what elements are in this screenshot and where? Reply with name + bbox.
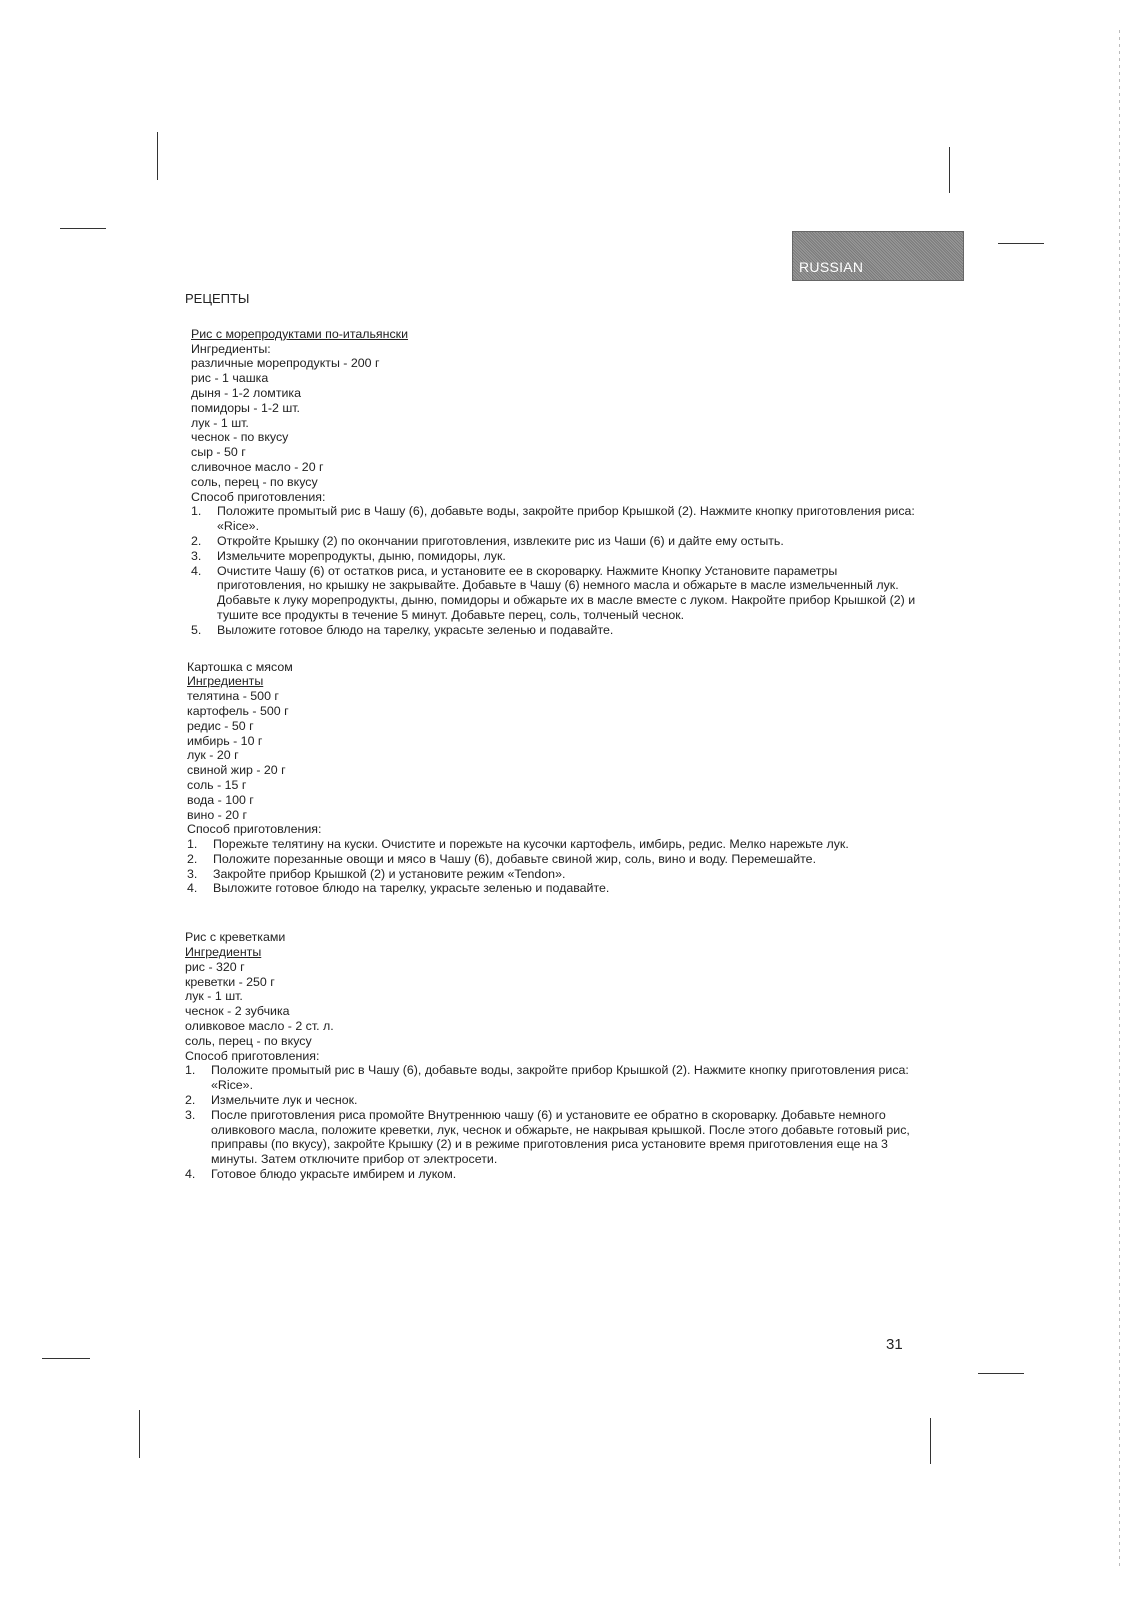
step-number: 2. (187, 851, 198, 866)
step-text: Выложите готовое блюдо на тарелку, украсьте зеленью и подавайте. (217, 622, 614, 637)
step-text: Положите промытый рис в Чашу (6), добавьте воды, закройте прибор Крышкой (2). Нажмите кнопку приготовления риса: «Rice». (211, 1063, 909, 1093)
ingredient-item: вода - 100 г (187, 792, 254, 807)
ingredient-item: свиной жир - 20 г (187, 763, 286, 778)
step-text: Готовое блюдо украсьте имбирем и луком. (211, 1167, 457, 1182)
ingredient-item: соль - 15 г (187, 777, 247, 792)
ingredient-item: лук - 1 шт. (191, 415, 249, 430)
language-badge (792, 231, 964, 281)
method-step (191, 504, 915, 534)
recipe-title: Картошка с мясом (187, 659, 293, 674)
crop-mark-bottom-right-horizontal (978, 1373, 1024, 1374)
method-label: Способ приготовления: (191, 489, 326, 504)
ingredient-item: различные морепродукты - 200 г (191, 356, 380, 371)
ingredient-item: чеснок - 2 зубчика (185, 1004, 290, 1019)
method-step (185, 1093, 905, 1108)
ingredient-item: рис - 320 г (185, 959, 245, 974)
ingredient-item: помидоры - 1-2 шт. (191, 400, 301, 415)
step-number: 4. (191, 563, 202, 578)
method-step (185, 1167, 905, 1182)
recipes-content (185, 291, 916, 1204)
method-step (191, 549, 905, 564)
step-number: 3. (187, 866, 198, 881)
method-step (191, 534, 905, 549)
step-text: Измельчите морепродукты, дыню, помидоры, лук. (217, 548, 506, 563)
method-step (187, 837, 905, 852)
method-step (191, 623, 905, 638)
ingredient-item: креветки - 250 г (185, 974, 275, 989)
ingredient-item: лук - 1 шт. (185, 989, 243, 1004)
recipe-title: Рис с креветками (185, 930, 286, 945)
step-number: 3. (185, 1107, 196, 1122)
step-number: 4. (187, 881, 198, 896)
step-text: Откройте Крышку (2) по окончании приготовления, извлеките рис из Чаши (6) и дайте ему остыть. (217, 533, 784, 548)
method-step (187, 852, 905, 867)
method-step (185, 1063, 909, 1093)
step-number: 2. (185, 1093, 196, 1108)
step-text: После приготовления риса промойте Внутреннюю чашу (6) и установите ее обратно в скороварку. Добавьте немного оливкового масла, положите креветки, лук, чеснок и обжарьте, не накрывая крышкой. После этого добавьте готовый рис, приправы (по вкусу), закройте Крышку (2) и в режиме приготовления риса установите время приготовления еще на 3 минуты. Затем отключите прибор от электросети. (211, 1107, 910, 1167)
scan-edge-line (1119, 30, 1120, 1570)
crop-mark-bottom-right-vertical (930, 1418, 931, 1464)
ingredients-label: Ингредиенты (185, 945, 262, 960)
ingredient-item: соль, перец - по вкусу (185, 1033, 312, 1048)
ingredient-item: чеснок - по вкусу (191, 430, 289, 445)
crop-mark-top-right-horizontal (998, 243, 1044, 244)
crop-mark-top-left-vertical (157, 132, 158, 180)
method-step (187, 867, 905, 882)
recipe-potatoes-with-meat (185, 660, 905, 897)
step-text: Очистите Чашу (6) от остатков риса, и установите ее в скороварку. Нажмите Кнопку Установите параметры приготовления, но крышку не закрывайте. Добавьте в Чашу (6) немного масла и обжарьте в масле измельченный лук. Добавьте к луку морепродукты, дыню, помидоры и обжарьте их в масле вместе с луком. Накройте прибор Крышкой (2) и тушите все продукты в течение 5 минут. Добавьте перец, соль, толченый чеснок. (217, 563, 916, 622)
step-number: 1. (187, 837, 198, 852)
language-badge-label: RUSSIAN (799, 259, 864, 275)
step-number: 5. (191, 622, 202, 637)
ingredients-label: Ингредиенты: (191, 341, 271, 356)
ingredient-item: оливковое масло - 2 ст. л. (185, 1019, 334, 1034)
page-number: 31 (886, 1336, 903, 1353)
ingredient-item: редис - 50 г (187, 718, 254, 733)
step-number: 2. (191, 533, 202, 548)
crop-mark-bottom-left-horizontal (42, 1358, 90, 1359)
step-number: 1. (185, 1063, 196, 1078)
ingredient-item: вино - 20 г (187, 807, 247, 822)
ingredient-item: сливочное масло - 20 г (191, 459, 324, 474)
crop-mark-bottom-left-vertical (139, 1410, 140, 1458)
step-text: Измельчите лук и чеснок. (211, 1093, 358, 1108)
method-label: Способ приготовления: (185, 1048, 320, 1063)
ingredient-item: рис - 1 чашка (191, 371, 269, 386)
step-text: Положите промытый рис в Чашу (6), добавьте воды, закройте прибор Крышкой (2). Нажмите кнопку приготовления риса: «Rice». (217, 504, 915, 534)
ingredient-item: лук - 20 г (187, 748, 239, 763)
recipe-seafood-rice (185, 326, 916, 638)
ingredient-item: дыня - 1-2 ломтика (191, 385, 302, 400)
crop-mark-top-right-vertical (949, 147, 950, 193)
step-text: Положите порезанные овощи и мясо в Чашу (6), добавьте свиной жир, соль, вино и воду. Перемешайте. (213, 851, 817, 866)
ingredients-label: Ингредиенты (187, 674, 264, 689)
step-number: 4. (185, 1167, 196, 1182)
step-number: 3. (191, 548, 202, 563)
ingredient-item: картофель - 500 г (187, 703, 289, 718)
step-text: Порежьте телятину на куски. Очистите и порежьте на кусочки картофель, имбирь, редис. Мелко нарежьте лук. (213, 837, 849, 852)
ingredient-item: имбирь - 10 г (187, 733, 263, 748)
step-text: Закройте прибор Крышкой (2) и установите режим «Tendon». (213, 866, 566, 881)
method-step (185, 1107, 910, 1167)
method-label: Способ приготовления: (187, 822, 322, 837)
ingredient-item: телятина - 500 г (187, 689, 279, 704)
page-heading: РЕЦЕПТЫ (185, 291, 250, 306)
recipe-title: Рис с морепродуктами по-итальянски (191, 326, 409, 341)
ingredient-item: соль, перец - по вкусу (191, 474, 318, 489)
method-step (191, 563, 916, 623)
step-text: Выложите готовое блюдо на тарелку, украсьте зеленью и подавайте. (213, 881, 610, 896)
ingredient-item: сыр - 50 г (191, 445, 246, 460)
crop-mark-top-left-horizontal (60, 228, 106, 229)
method-step (187, 881, 905, 896)
recipe-rice-with-shrimp (185, 930, 910, 1182)
step-number: 1. (191, 504, 202, 519)
